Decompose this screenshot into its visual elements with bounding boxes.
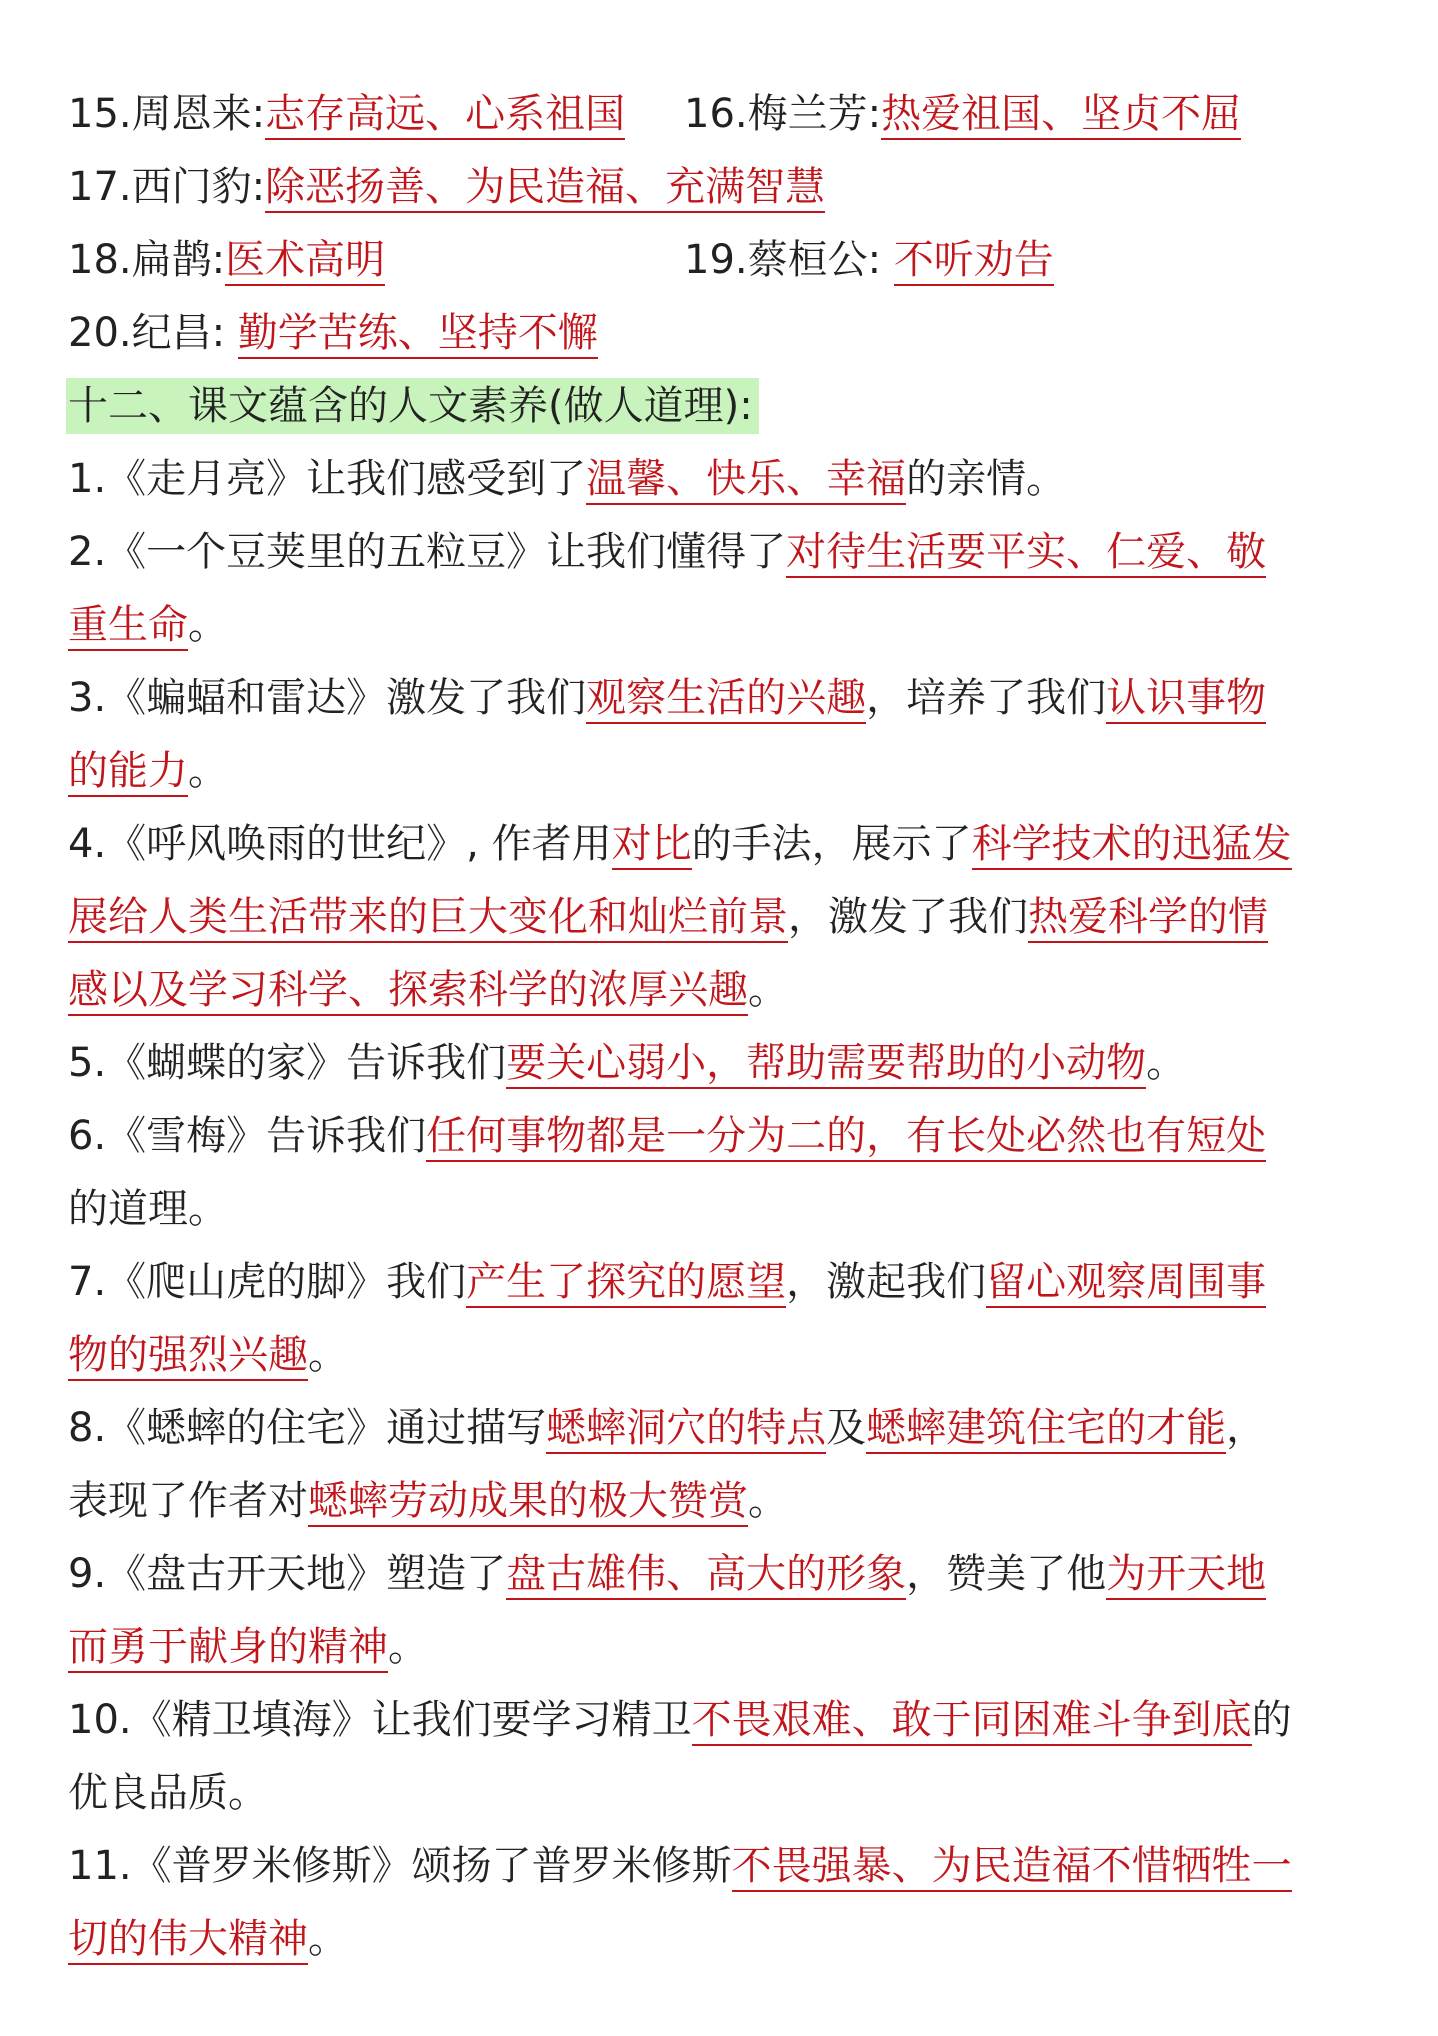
item-4-cont [68, 954, 1378, 1027]
item-text: 5.《蝴蝶的家》告诉我们 [68, 1040, 507, 1086]
item-text: 。 [1146, 1040, 1187, 1086]
item-answer: 科学技术的迅猛发 [972, 821, 1292, 870]
item-10 [68, 1684, 1378, 1757]
item-text: ，激起我们 [786, 1259, 987, 1305]
item-answer: 观察生活的兴趣 [586, 675, 866, 724]
figure-label: 15.周恩来: [68, 91, 266, 137]
item-answer: 重生命 [68, 602, 188, 651]
item-text: ，激发了我们 [788, 894, 1028, 940]
item-7-cont [68, 1319, 1378, 1392]
item-text: 的手法，展示了 [691, 821, 972, 867]
item-text: 。 [188, 602, 228, 648]
item-text: 。 [308, 1332, 348, 1378]
item-4 [68, 808, 1378, 881]
figure-label: 16.梅兰芳: [684, 91, 882, 137]
figure-row [68, 151, 1378, 224]
item-answer: 物的强烈兴趣 [68, 1332, 308, 1381]
figure-answer: 热爱祖国、坚贞不屈 [881, 91, 1241, 140]
item-2-cont [68, 589, 1378, 662]
item-5 [68, 1027, 1378, 1100]
item-7 [68, 1246, 1378, 1319]
figure-answer: 勤学苦练、坚持不懈 [238, 310, 598, 359]
item-text: 2.《一个豆荚里的五粒豆》让我们懂得了 [68, 529, 787, 575]
item-answer: 留心观察周围事 [986, 1259, 1266, 1308]
item-text: 。 [308, 1916, 348, 1962]
item-answer: 感以及学习科学、探索科学的浓厚兴趣 [68, 967, 748, 1016]
document-page [68, 78, 1378, 1976]
item-text: 7.《爬山虎的脚》我们 [68, 1259, 467, 1305]
item-answer: 对待生活要平实、仁爱、敬 [786, 529, 1266, 578]
figure-col2 [684, 78, 1241, 151]
item-answer: 的能力 [68, 748, 188, 797]
figure-answer: 除恶扬善、为民造福、充满智慧 [265, 164, 825, 213]
item-answer: 切的伟大精神 [68, 1916, 308, 1965]
item-answer: 蟋蟀建筑住宅的才能 [866, 1405, 1226, 1454]
item-text: 6.《雪梅》告诉我们 [68, 1113, 427, 1159]
item-text: 。 [388, 1624, 428, 1670]
item-answer: 任何事物都是一分为二的，有长处必然也有短处 [426, 1113, 1266, 1162]
item-text: ，赞美了他 [906, 1551, 1107, 1597]
item-text: 表现了作者对 [68, 1478, 308, 1524]
item-text: 11.《普罗米修斯》颂扬了普罗米修斯 [68, 1843, 732, 1889]
item-11-cont [68, 1903, 1378, 1976]
item-answer: 对比 [612, 821, 692, 870]
item-answer: 不畏强暴、为民造福不惜牺牲一 [732, 1843, 1292, 1892]
item-text: 1.《走月亮》让我们感受到了 [68, 456, 587, 502]
figure-row [68, 297, 1378, 370]
item-answer: 不畏艰难、敢于同困难斗争到底 [692, 1697, 1252, 1746]
figure-answer: 医术高明 [225, 237, 385, 286]
item-answer: 要关心弱小，帮助需要帮助的小动物 [506, 1040, 1146, 1089]
item-text: 8.《蟋蟀的住宅》通过描写 [68, 1405, 547, 1451]
section-heading-row [68, 370, 1378, 443]
item-9-cont [68, 1611, 1378, 1684]
item-text: 及 [826, 1405, 867, 1451]
item-text: 的 [1251, 1697, 1292, 1743]
figure-label: 17.西门豹: [68, 164, 266, 210]
figure-label: 20.纪昌: [68, 310, 238, 356]
item-answer: 产生了探究的愿望 [466, 1259, 786, 1308]
item-answer: 认识事物 [1106, 675, 1266, 724]
item-6 [68, 1100, 1378, 1173]
item-text: 。 [748, 1478, 788, 1524]
item-text: ， [1226, 1405, 1267, 1451]
item-answer: 为开天地 [1106, 1551, 1266, 1600]
item-3-cont [68, 735, 1378, 808]
item-text: 9.《盘古开天地》塑造了 [68, 1551, 507, 1597]
item-10-cont [68, 1757, 1378, 1830]
item-2 [68, 516, 1378, 589]
item-text: 4.《呼风唤雨的世纪》, 作者用 [68, 821, 612, 867]
figure-row [68, 78, 1378, 151]
figure-answer: 不听劝告 [894, 237, 1054, 286]
item-answer: 蟋蟀劳动成果的极大赞赏 [308, 1478, 748, 1527]
figure-label: 19.蔡桓公: [684, 237, 894, 283]
item-answer: 展给人类生活带来的巨大变化和灿烂前景 [68, 894, 788, 943]
item-text: 10.《精卫填海》让我们要学习精卫 [68, 1697, 692, 1743]
item-text: ，培养了我们 [866, 675, 1107, 721]
figure-label: 18.扁鹊: [68, 237, 226, 283]
item-9 [68, 1538, 1378, 1611]
figure-answer: 志存高远、心系祖国 [265, 91, 625, 140]
item-text: 。 [748, 967, 788, 1013]
item-text: 优良品质。 [68, 1770, 268, 1816]
item-answer: 盘古雄伟、高大的形象 [506, 1551, 906, 1600]
item-answer: 热爱科学的情 [1028, 894, 1268, 943]
item-6-cont [68, 1173, 1378, 1246]
figure-row [68, 224, 1378, 297]
figure-col2 [684, 224, 1054, 297]
item-answer: 而勇于献身的精神 [68, 1624, 388, 1673]
item-answer: 温馨、快乐、幸福 [586, 456, 906, 505]
item-text: 3.《蝙蝠和雷达》激发了我们 [68, 675, 587, 721]
item-text: 的亲情。 [906, 456, 1067, 502]
item-answer: 蟋蟀洞穴的特点 [546, 1405, 826, 1454]
item-3 [68, 662, 1378, 735]
item-8 [68, 1392, 1378, 1465]
section-heading: 十二、课文蕴含的人文素养(做人道理): [66, 378, 759, 434]
item-4-cont [68, 881, 1378, 954]
item-11 [68, 1830, 1378, 1903]
item-text: 。 [188, 748, 228, 794]
item-text: 的道理。 [68, 1186, 228, 1232]
item-1 [68, 443, 1378, 516]
item-8-cont [68, 1465, 1378, 1538]
